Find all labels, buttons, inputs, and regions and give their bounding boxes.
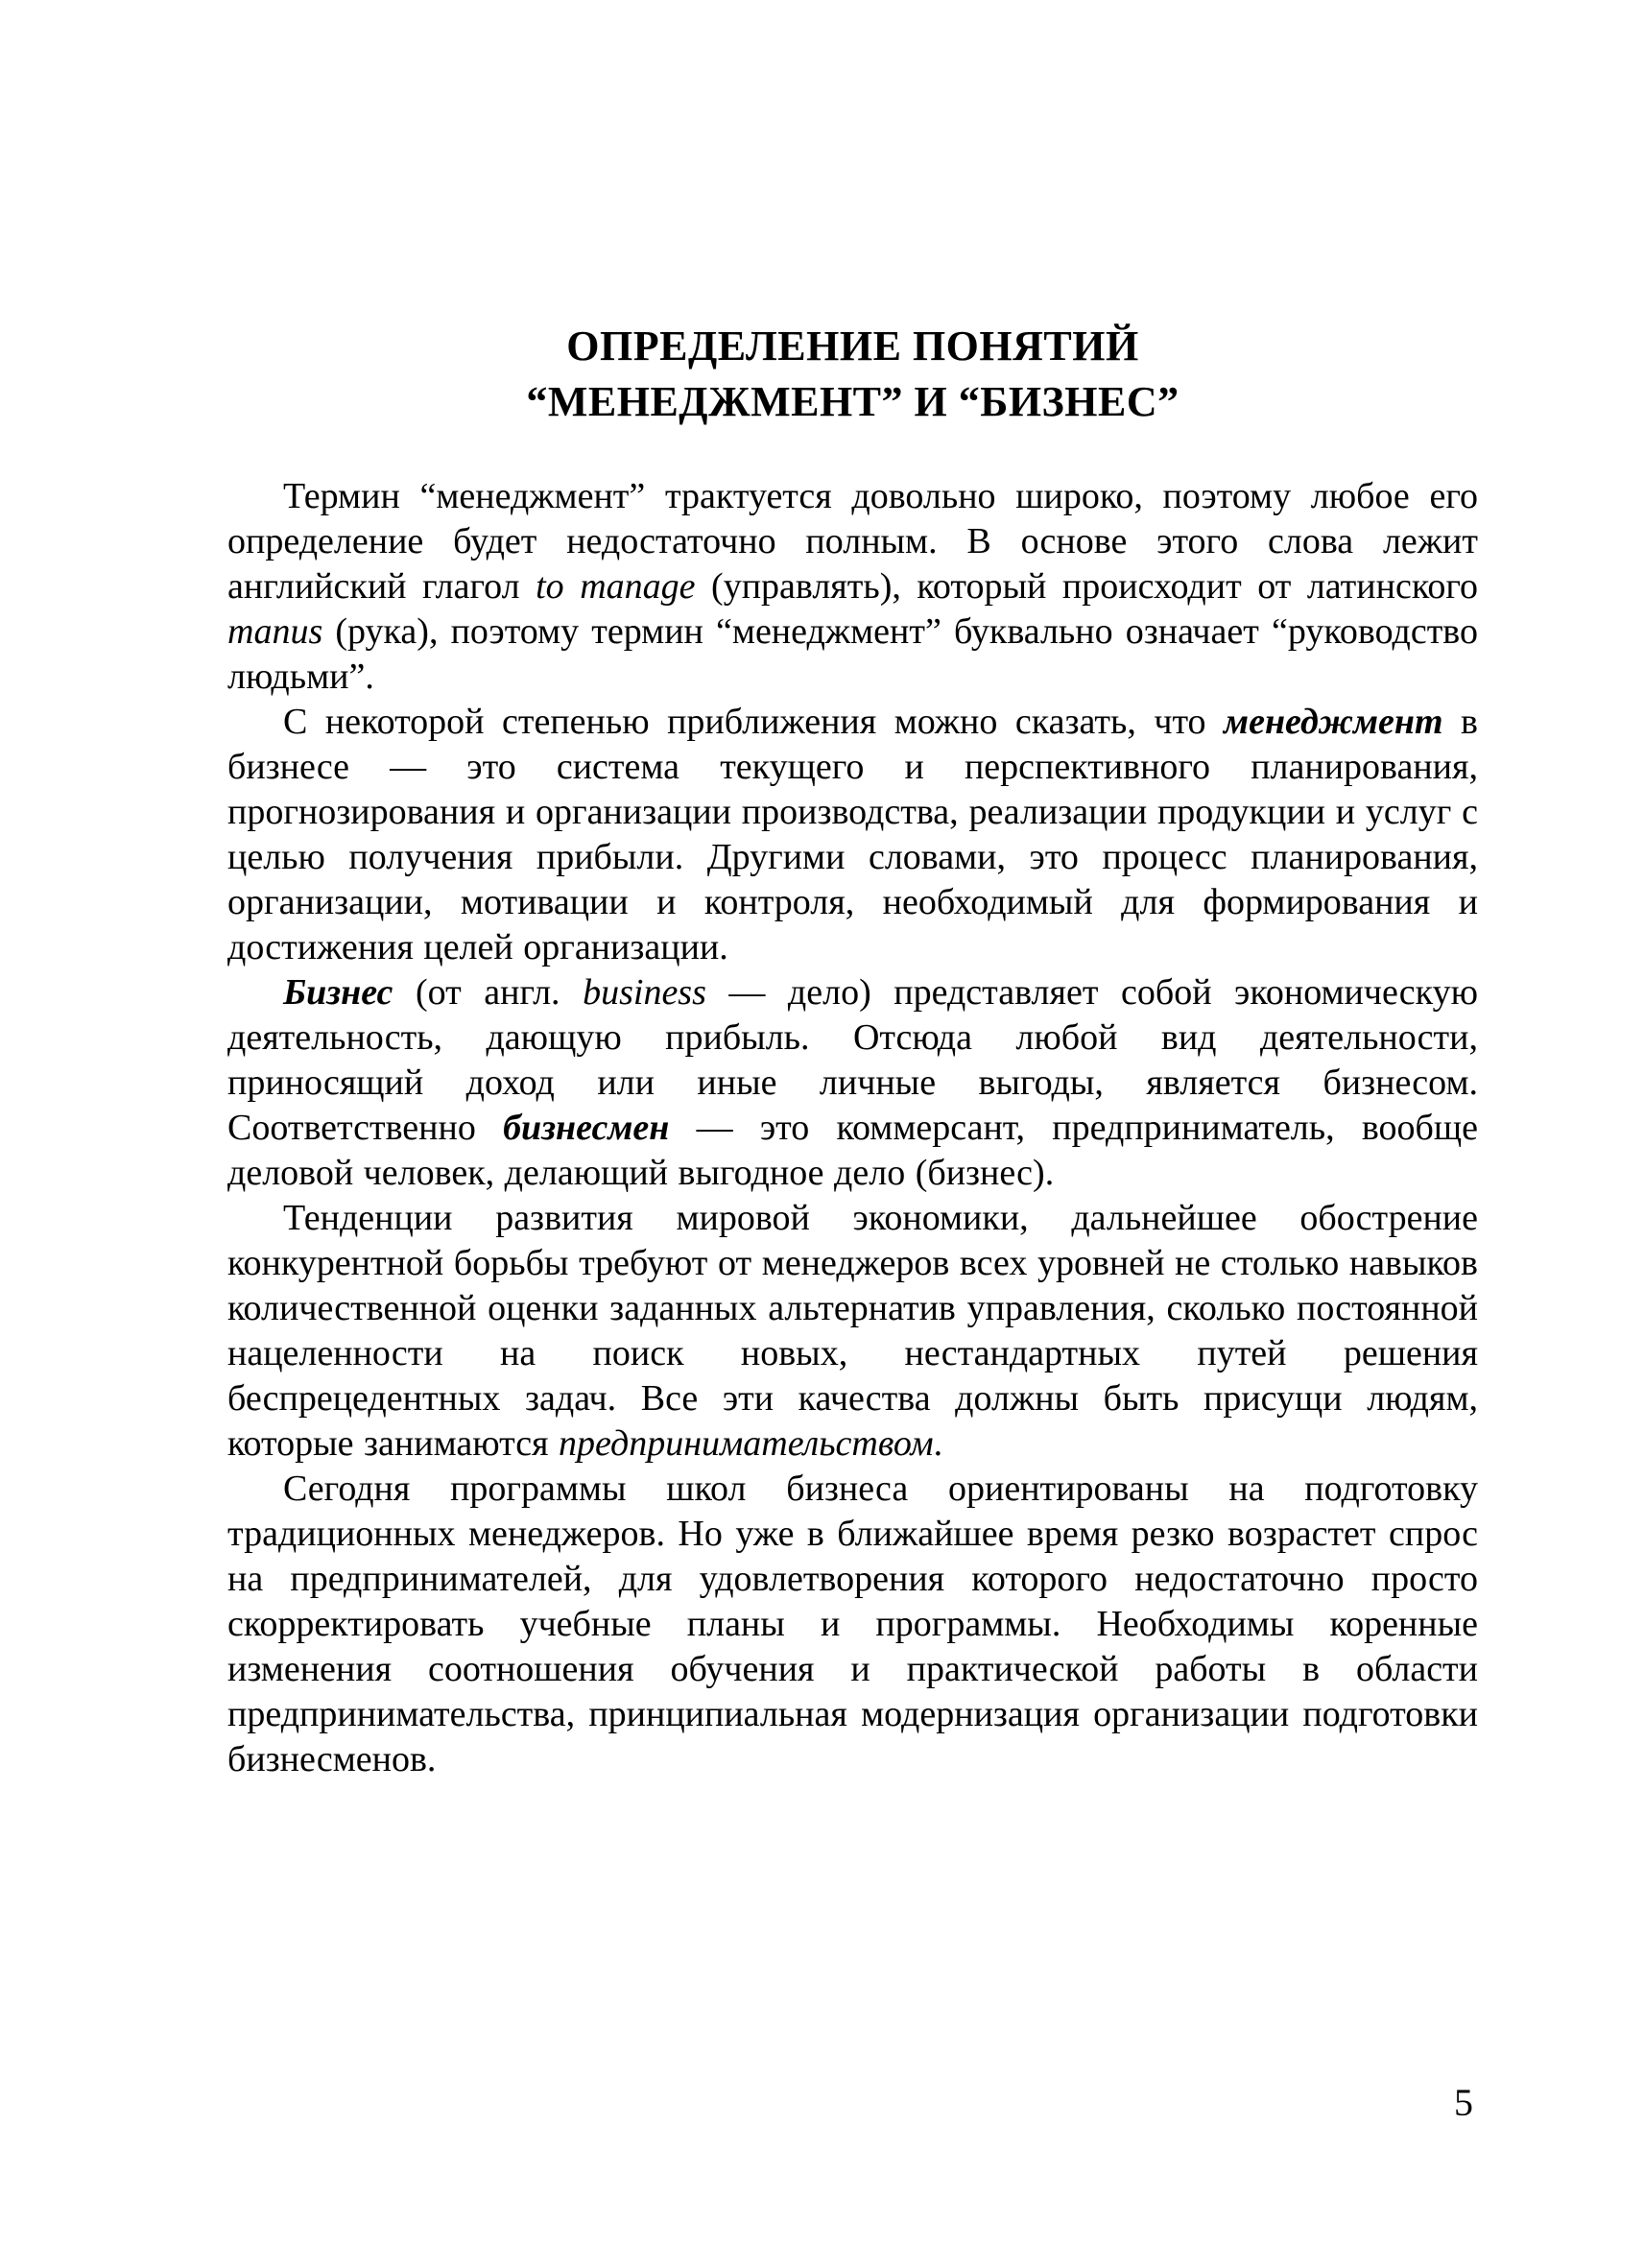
text-run: — дело) представляет собой экономическую деятельность, дающую прибыль. Отсюда любой вид деятельности, приносящий доход или иные личные выгоды, является бизнесом. Соответственно (227, 972, 1478, 1149)
text-run: Термин “менеджмент” трактуется довольно широко, поэтому любое его определение будет недостаточно полным. В основе этого слова лежит английский глагол (227, 476, 1478, 608)
page-number: 5 (1454, 2081, 1473, 2124)
text-run: — это коммерсант, предприниматель, вообще деловой человек, делающий выгодное дело (бизнес). (227, 1108, 1478, 1194)
emphasized-text: business (583, 972, 706, 1014)
text-run: С некоторой степенью приближения можно сказать, что (283, 702, 1225, 743)
text-run: Сегодня программы школ бизнеса ориентированы на подготовку традиционных менеджеров. Но уже в ближайшее время резко возрастет спрос на предпринимателей, для удовлетворения которого недостаточно просто скорректировать учебные планы и программы. Необходимы коренные изменения соотношения обучения и практической работы в области предпринимательства, принципиальная модернизация организации подготовки бизнесменов. (227, 1468, 1478, 1780)
text-run: (рука), поэтому термин “менеджмент” буквально означает “руководство людьми”. (227, 611, 1478, 698)
text-run: (от англ. (393, 972, 584, 1014)
text-run: (управлять), который происходит от латинского (695, 566, 1478, 608)
emphasized-text: to manage (536, 566, 696, 608)
paragraph (227, 970, 1478, 1196)
emphasized-text: предпринимательством (559, 1423, 934, 1465)
paragraph (227, 474, 1478, 700)
text-column (227, 319, 1478, 1782)
emphasized-text: manus (227, 611, 323, 653)
emphasized-text: Бизнес (283, 972, 393, 1014)
chapter-title (227, 319, 1478, 430)
body-text (227, 474, 1478, 1782)
paragraph (227, 1467, 1478, 1782)
paragraph (227, 1196, 1478, 1467)
chapter-title-line1: ОПРЕДЕЛЕНИЕ ПОНЯТИЙ (566, 322, 1139, 370)
text-run: в бизнесе — это система текущего и перспективного планирования, прогнозирования и организации производства, реализации продукции и услуг с целью получения прибыли. Другими словами, это процесс планирования, организации, мотивации и контроля, необходимый для формирования и достижения целей организации. (227, 702, 1478, 968)
text-run: Тенденции развития мировой экономики, дальнейшее обострение конкурентной борьбы требуют от менеджеров всех уровней не столько навыков количественной оценки заданных альтернатив управления, сколько постоянной нацеленности на поиск новых, нестандартных путей решения беспрецедентных задач. Все эти качества должны быть присущи людям, которые занимаются (227, 1198, 1478, 1465)
paragraph (227, 700, 1478, 970)
chapter-title-line2: “МЕНЕДЖМЕНТ” И “БИЗНЕС” (526, 378, 1179, 426)
text-run: . (933, 1423, 943, 1465)
emphasized-text: менеджмент (1224, 702, 1443, 743)
emphasized-text: бизнесмен (503, 1108, 670, 1149)
